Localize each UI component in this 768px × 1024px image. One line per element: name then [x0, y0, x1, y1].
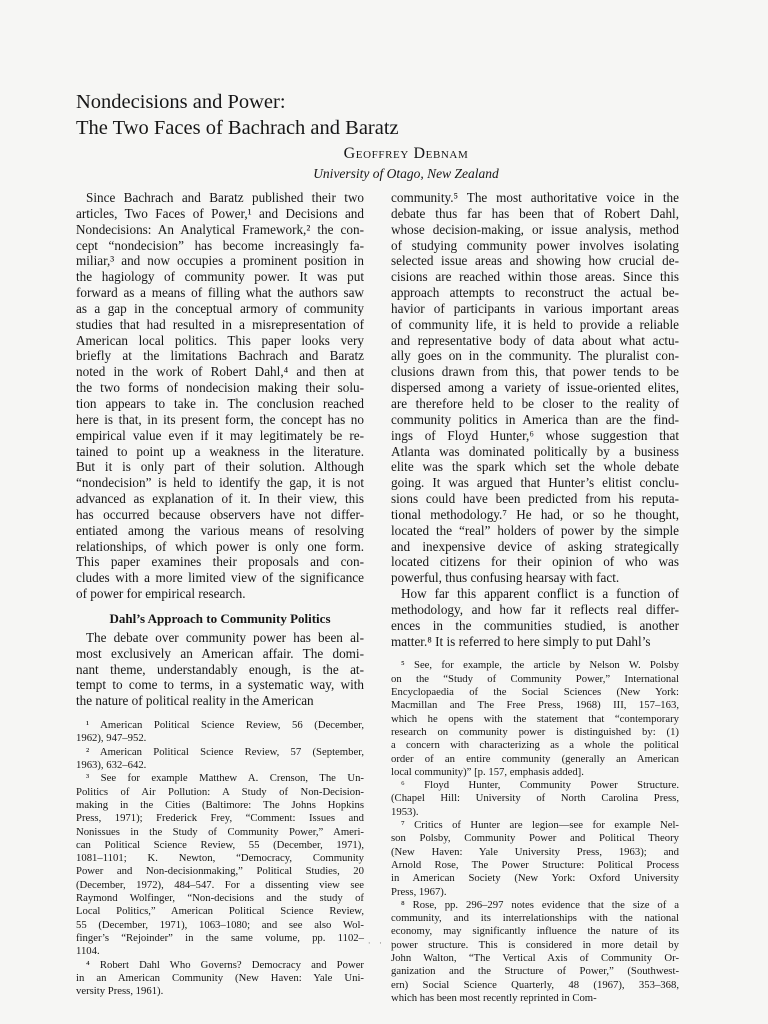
body-text-line: But it is only part of their solution. Although [76, 459, 364, 475]
footnote-line: economy, may significantly influence the nature of its [391, 925, 679, 938]
body-text-line: of studying community power involves isolating [391, 237, 679, 253]
footnote-line: 1963), 632–642. [76, 759, 147, 772]
footnote-line: on the “Study of Community Power,” International [391, 672, 679, 685]
author-affiliation: University of Otago, New Zealand [313, 166, 499, 181]
body-text-line: located citizens for their opinion of who was [391, 554, 679, 570]
footnote-line: Macmillan and The Free Press, 1968) III, 157–163, [391, 699, 679, 712]
body-text-line: the two forms of nondecision making their solu- [76, 380, 364, 396]
footnote-line: Power and Non-decisionmaking,” Political Studies, 20 [76, 865, 364, 878]
body-text-line: are therefore held to be closer to the reality of [391, 395, 679, 411]
body-text-line: ally goes on in the community. The pluralist con- [391, 348, 679, 364]
body-text-line: miliar,³ and now occupies a prominent position in [76, 253, 364, 269]
footnote-line: ern) Social Science Quarterly, 48 (1967), 353–368, [391, 978, 679, 991]
body-text-line: matter.⁸ It is referred to here simply to put Dahl’s [391, 633, 651, 649]
body-text-line: tional methodology.⁷ He had, or so he thought, [391, 506, 679, 522]
body-text-line: community.⁵ The most authoritative voice in the [391, 190, 679, 205]
footnote-line: Nonissues in the Study of Community Power,” Ameri- [76, 825, 364, 838]
body-text-line: dispersed among a variety of issue-oriented elites, [391, 380, 679, 396]
body-text-line: “nondecision” is held to identify the gap, it is not [76, 475, 364, 491]
body-text-line: sions could have been predicted from his reputa- [391, 491, 679, 507]
body-text-line: advanced as explanation of it. In their view, this [76, 491, 364, 507]
body-text-line: the hagiology of community power. It was put [76, 269, 364, 285]
footnote-line: order of an entire community (generally an American [391, 752, 679, 765]
body-text-line: and representative body of data about what actu- [391, 332, 679, 348]
footnote-line: Raymond Wolfinger, “Non-decisions and the study of [76, 892, 364, 905]
body-text-line: as a gap in the conceptual armory of community [76, 300, 364, 316]
footnote-line: (December, 1972), 484–547. For a dissenting view see [76, 878, 364, 891]
footnote-line: power structure. This is considered in more detail by [391, 938, 679, 951]
body-text-line: has occurred because observers have not differ- [76, 506, 364, 522]
body-text-line: approach attempts to reconstruct the actual be- [391, 285, 679, 301]
spacer [76, 709, 364, 719]
body-text-line: How far this apparent conflict is a function of [401, 586, 679, 602]
body-text-line: cludes with a more limited view of the significance [76, 570, 364, 586]
left-body-text-continued [76, 630, 364, 709]
body-text-line: located the “real” holders of power by the simple [391, 522, 679, 538]
footnote-line: ⁷ Critics of Hunter are legion—see for example Nel- [401, 819, 679, 832]
body-text-line: relationships, of which power is only one form. [76, 538, 364, 554]
body-text-line: Atlanta was dominated politically by a business [391, 443, 679, 459]
footnote-line: 1081–1101; K. Newton, “Democracy, Community [76, 852, 364, 865]
body-text-line: American local politics. This paper looks very [76, 332, 364, 348]
body-text-line: entiated among the various means of resolving [76, 522, 364, 538]
body-text-line: ences in the communities studied, is another [391, 617, 679, 633]
body-text-line: cept “nondecision” has become increasingly fa- [76, 237, 364, 253]
footnote-line: making in the Cities (Baltimore: The Johns Hopkins [76, 798, 364, 811]
footnote-line: 1962), 947–952. [76, 732, 147, 745]
body-text-line: forward as a means of filling what the authors saw [76, 285, 364, 301]
body-text-line: most exclusively an American affair. The domi- [76, 645, 364, 661]
body-text-line: studies that had resulted in a misrepresentation of [76, 316, 364, 332]
footnote-line: ² American Political Science Review, 57 (September, [86, 745, 364, 758]
section-heading: Dahl’s Approach to Community Politics [109, 610, 331, 626]
body-text-line: tion appears to take in. The conclusion reached [76, 395, 364, 411]
body-text-line: going. It was argued that Hunter’s elitist conclu- [391, 475, 679, 491]
footnote-line: (New Haven: Yale University Press, 1963); and [391, 845, 679, 858]
body-text-line: The debate over community power has been al- [86, 629, 364, 645]
footnote-line: Local Politics,” American Political Science Review, [76, 905, 364, 918]
footnote-line: 55 (December, 1971), 1063–1080; and see also Wol- [76, 918, 364, 931]
author-name: Geoffrey Debnam [343, 145, 469, 162]
body-text-line: selected issue areas and showing how crucial de- [391, 253, 679, 269]
footnote-line: ⁸ Rose, pp. 296–297 notes evidence that the size of a [401, 898, 679, 911]
body-text-line: of power for empirical research. [76, 586, 246, 602]
left-body-text [76, 190, 364, 602]
right-body-text [391, 190, 679, 649]
body-text-line: powerful, thus confusing hearsay with fact. [391, 570, 620, 586]
body-text-line: empirical value even if it may legitimately be re- [76, 427, 364, 443]
footnote-line: which he opens with the statement that “contemporary [391, 712, 679, 725]
body-text-line: community politics in America than are the find- [391, 411, 679, 427]
body-text-line: clusions drawn from this, that power tends to be [391, 364, 679, 380]
body-text-line: articles, Two Faces of Power,¹ and Decisions and [76, 205, 364, 221]
right-column [391, 190, 679, 1005]
body-text-line: havior of participants in various important areas [391, 300, 679, 316]
left-column [76, 190, 364, 998]
footnote-line: finger’s “Rejoinder” in the same volume, pp. 1102– [76, 931, 364, 944]
body-text-line: noted in the work of Robert Dahl,⁴ and then at [76, 364, 364, 380]
body-text-line: nant theme, understandably enough, is the at- [76, 661, 364, 677]
footnote-line: (Chapel Hill: University of North Carolina Press, [391, 792, 679, 805]
footnote-line: can Political Science Review, 55 (December, 1971), [76, 838, 364, 851]
body-text-line: cisions are reached within those areas. Since this [391, 269, 679, 285]
footnote-line: Encyclopaedia of the Social Sciences (New York: [391, 686, 679, 699]
footnote-line: Arnold Rose, The Power Structure: Political Process [391, 858, 679, 871]
footnote-line: in an American Community (New Haven: Yale Uni- [76, 971, 364, 984]
body-text-line: the nature of political reality in the American [76, 693, 314, 709]
footnote-line: a concern with characterizing as a whole the political [391, 739, 679, 752]
article-title-line-1: Nondecisions and Power: [76, 91, 286, 113]
footnote-line: which has been most recently reprinted in Com- [391, 991, 597, 1004]
footnote-line: versity Press, 1961). [76, 985, 164, 998]
footnote-line: 1104. [76, 945, 100, 958]
body-text-line: Since Bachrach and Baratz published their two [86, 190, 364, 205]
body-text-line: briefly at the limitations Bachrach and Baratz [76, 348, 364, 364]
body-text-line: and inexpensive device of asking strategically [391, 538, 679, 554]
footnote-line: son Polsby, Community Power and Political Theory [391, 832, 679, 845]
body-text-line: debate thus far has been that of Robert Dahl, [391, 205, 679, 221]
left-footnotes [76, 719, 364, 998]
footnote-line: local community)” [p. 157, emphasis added]. [391, 765, 584, 778]
footnote-line: ⁴ Robert Dahl Who Governs? Democracy and Power [86, 958, 364, 971]
body-text-line: here is that, in its present form, the concept has no [76, 411, 364, 427]
footnote-line: ³ See for example Matthew A. Crenson, The Un- [86, 772, 364, 785]
body-text-line: ings of Floyd Hunter,⁶ whose suggestion that [391, 427, 679, 443]
footnote-line: community, and its interrelationships with the national [391, 912, 679, 925]
spacer [391, 649, 679, 659]
footnote-line: Press, 1971); Frederick Frey, “Comment: Issues and [76, 812, 364, 825]
footnote-line: Press, 1967). [391, 885, 447, 898]
footnote-line: ⁶ Floyd Hunter, Community Power Structure. [401, 779, 679, 792]
body-text-line: methodology, and how far it reflects real differ- [391, 601, 679, 617]
body-text-line: This paper examines their proposals and con- [76, 554, 364, 570]
body-text-line: of community life, it is held to provide a reliable [391, 316, 679, 332]
article-title-line-2: The Two Faces of Bachrach and Baratz [76, 117, 399, 139]
body-text-line: Nondecisions: An Analytical Framework,² the con- [76, 221, 364, 237]
footnote-line: 1953). [391, 805, 419, 818]
footnote-line: research on community power is distinguished by: (1) [391, 725, 679, 738]
right-footnotes [391, 659, 679, 1005]
body-text-line: elite was the spark which set the whole debate [391, 459, 679, 475]
body-text-line: whose decision-making, or issue analysis, method [391, 221, 679, 237]
footnote-line: in American Society (New York: Oxford University [391, 872, 679, 885]
footnote-line: ⁵ See, for example, the article by Nelson W. Polsby [401, 659, 679, 672]
body-text-line: tempt to come to terms, in a systematic way, with [76, 677, 364, 693]
page-mark: · · · [367, 938, 397, 948]
footnote-line: ¹ American Political Science Review, 56 (December, [86, 719, 364, 732]
body-text-line: tained to point up a weakness in the literature. [76, 443, 364, 459]
footnote-line: ganization and the Structure of Power,” (Southwest- [391, 965, 679, 978]
footnote-line: Politics of Air Pollution: A Study of Non-Decision- [76, 785, 364, 798]
footnote-line: John Walton, “The Vertical Axis of Community Or- [391, 952, 679, 964]
